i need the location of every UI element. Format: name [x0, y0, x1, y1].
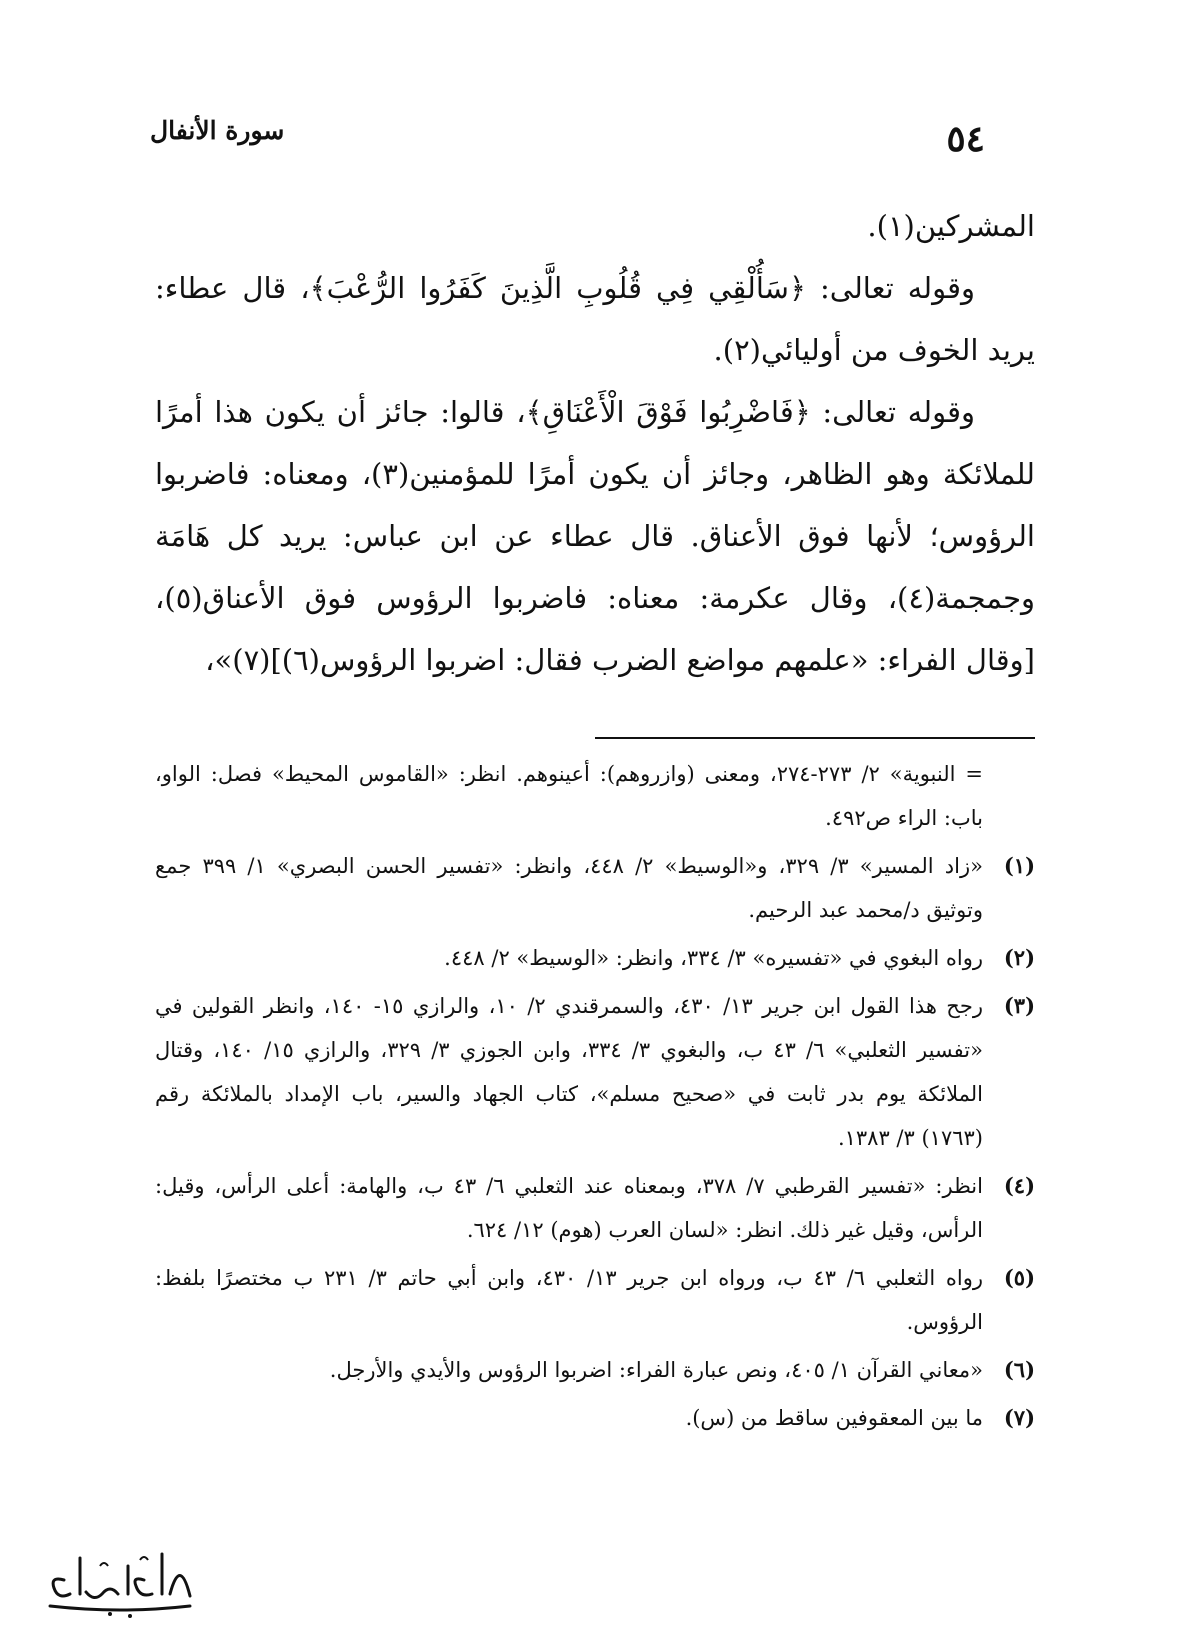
footnote-text: رواه البغوي في «تفسيره» ٣/ ٣٣٤، وانظر: «الوسيط» ٢/ ٤٤٨. — [444, 946, 983, 970]
footnotes — [155, 752, 1035, 1444]
footnote-number: (٦) — [1003, 1357, 1035, 1382]
footnote-1 — [155, 844, 1035, 932]
footnote-text: «معاني القرآن ١/ ٤٠٥، ونص عبارة الفراء: اضربوا الرؤوس والأيدي والأرجل. — [329, 1358, 983, 1382]
footnote-text: ما بين المعقوفين ساقط من (س). — [685, 1406, 983, 1430]
footnote-number: (٧) — [1003, 1405, 1035, 1430]
footnote-number: (٢) — [1003, 945, 1035, 970]
footnote-continuation: = النبوية» ٢/ ٢٧٣-٢٧٤، ومعنى (وازروهم): أعينوهم. انظر: «القاموس المحيط» فصل: الواو، باب: الراء ص٤٩٢. — [155, 762, 983, 830]
footnote-2 — [155, 936, 1035, 980]
footnote-text: رواه الثعلبي ٦/ ٤٣ ب، ورواه ابن جرير ١٣/ ٤٣٠، وابن أبي حاتم ٣/ ٢٣١ ب مختصرًا بلفظ: الرؤوس. — [155, 1266, 983, 1334]
footnote-text: انظر: «تفسير القرطبي ٧/ ٣٧٨، وبمعناه عند الثعلبي ٦/ ٤٣ ب، والهامة: أعلى الرأس، وقيل: الرأس، وقيل غير ذلك. انظر: «لسان العرب (هوم) ١٢/ ٦٢٤. — [155, 1174, 983, 1242]
page-number: ٥٤ — [946, 118, 985, 160]
footnote-4 — [155, 1164, 1035, 1252]
footnote-number: (٣) — [1003, 993, 1035, 1018]
footnote-5 — [155, 1256, 1035, 1344]
paragraph-2: وقوله تعالى: ﴿سَأُلْقِي فِي قُلُوبِ الَّذِينَ كَفَرُوا الرُّعْبَ﴾، قال عطاء: يريد الخوف من أوليائي(٢). — [155, 271, 1035, 367]
surah-title: سورة الأنفال — [150, 116, 285, 145]
footnote-number: (١) — [1003, 853, 1035, 878]
paragraph-1: المشركين(١). — [867, 209, 1035, 243]
footnote-3 — [155, 984, 1035, 1160]
paragraph-3: وقوله تعالى: ﴿فَاضْرِبُوا فَوْقَ الْأَعْنَاقِ﴾، قالوا: جائز أن يكون هذا أمرًا للملائكة وهو الظاهر، وجائز أن يكون أمرًا للمؤمنين(٣)، ومعناه: فاضربوا الرؤوس؛ لأنها فوق الأعناق. قال عطاء عن ابن عباس: يريد كل هَامَة وجمجمة(٤)، وقال عكرمة: معناه: فاضربوا الرؤوس فوق الأعناق(٥)، [وقال الفراء: «علمهم مواضع الضرب فقال: اضربوا الرؤوس(٦)](٧)»، — [155, 395, 1036, 677]
footnote-text: رجح هذا القول ابن جرير ١٣/ ٤٣٠، والسمرقندي ٢/ ١٠، والرازي ١٥- ١٤٠، وانظر القولين في «تفسير الثعلبي» ٦/ ٤٣ ب، والبغوي ٣/ ٣٣٤، وابن الجوزي ٣/ ٣٢٩، والرازي ١٥/ ١٤٠، وقتال الملائكة يوم بدر ثابت في «صحيح مسلم»، كتاب الجهاد والسير، باب الإمداد بالملائكة رقم (١٧٦٣) ٣/ ١٣٨٣. — [155, 994, 983, 1150]
page-header — [150, 112, 985, 172]
publisher-logo — [40, 1536, 200, 1626]
footnote-7 — [155, 1396, 1035, 1440]
footnote-number: (٤) — [1003, 1173, 1035, 1198]
footnote-divider — [595, 737, 1035, 739]
main-text — [155, 195, 1035, 691]
footnote-number: (٥) — [1003, 1265, 1035, 1290]
footnote-6 — [155, 1348, 1035, 1392]
footnote-text: «زاد المسير» ٣/ ٣٢٩، و«الوسيط» ٢/ ٤٤٨، وانظر: «تفسير الحسن البصري» ١/ ٣٩٩ جمع وتوثيق د/محمد عبد الرحيم. — [155, 854, 983, 922]
